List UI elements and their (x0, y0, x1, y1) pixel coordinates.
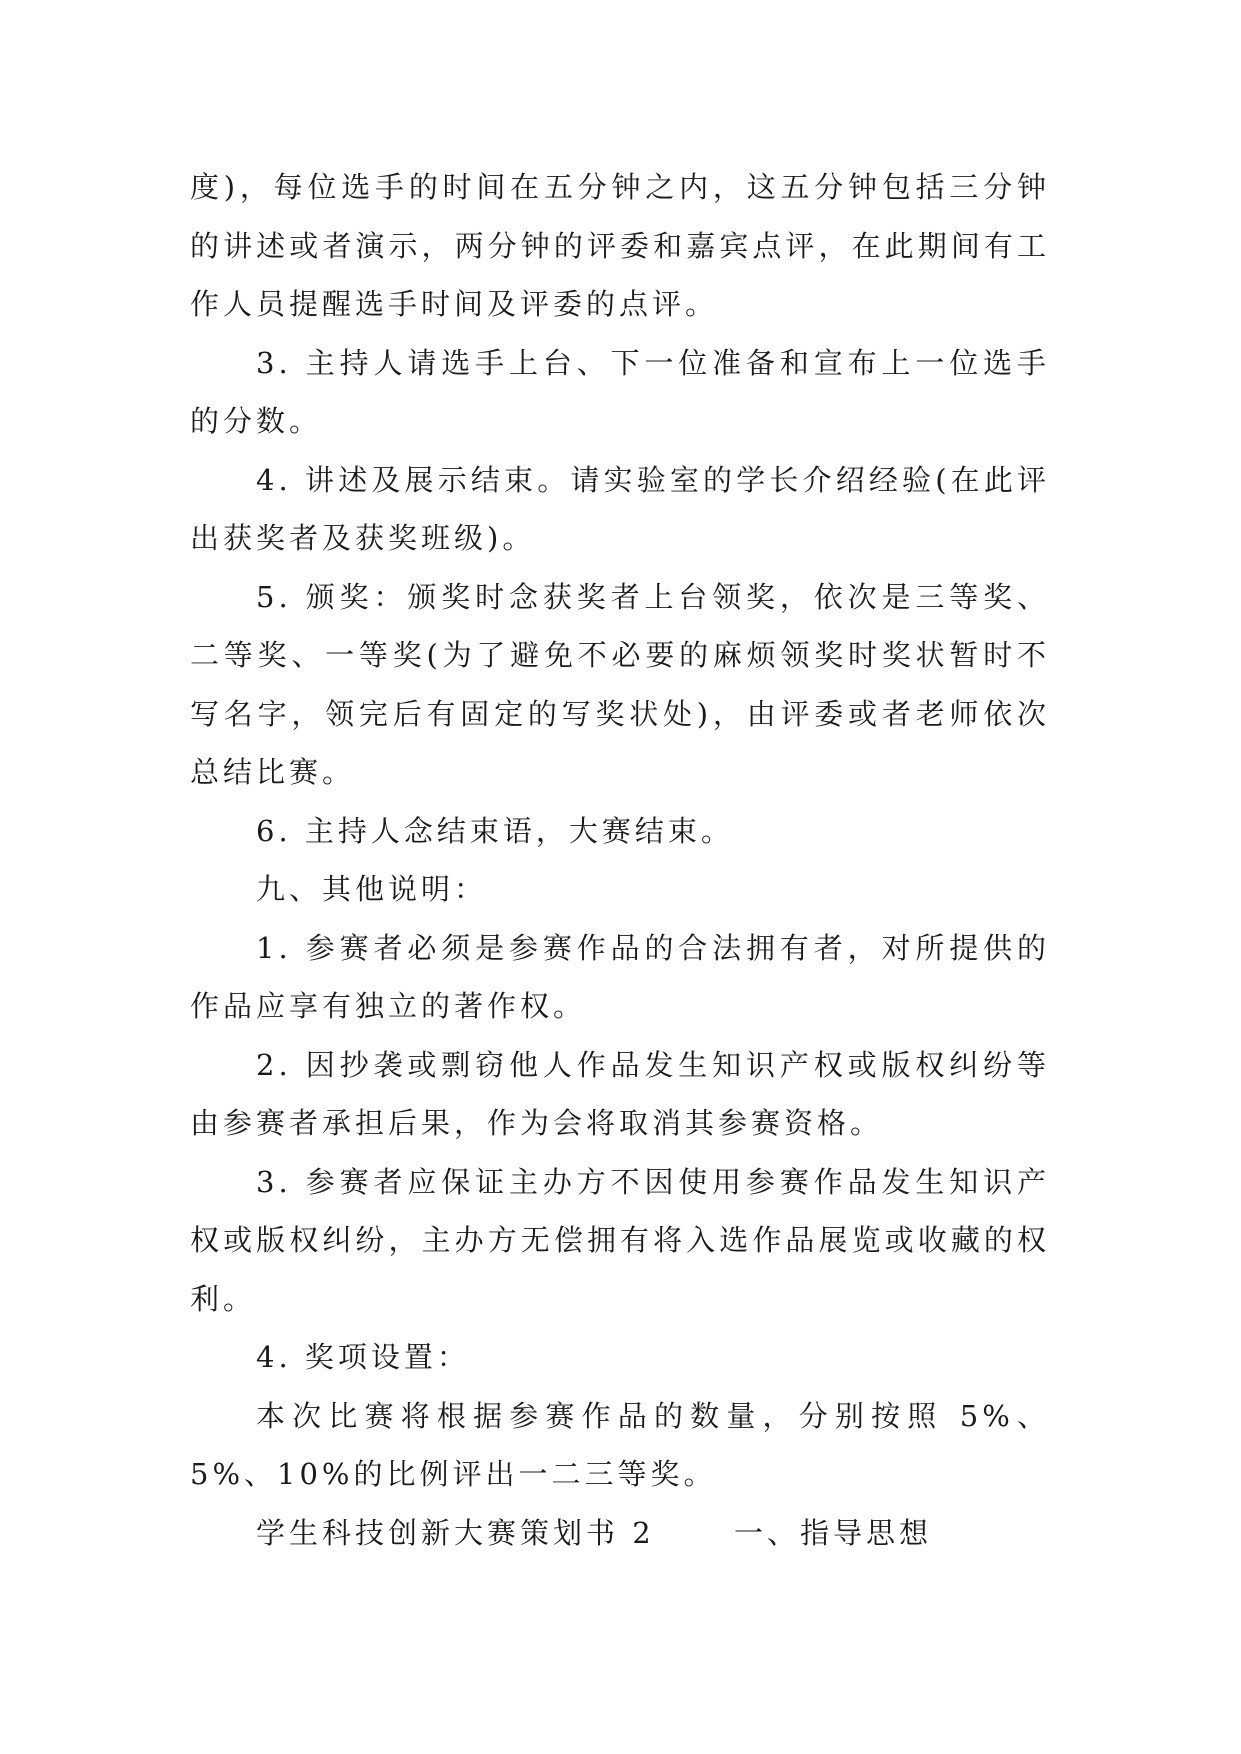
paragraph-continued: 度)，每位选手的时间在五分钟之内，这五分钟包括三分钟的讲述或者演示，两分钟的评委和嘉宾点评，在此期间有工作人员提醒选手时间及评委的点评。 (190, 170, 1050, 321)
paragraph-step-6: 6. 主持人念结束语，大赛结束。 (256, 813, 734, 848)
paragraph-step-3: 3. 主持人请选手上台、下一位准备和宣布上一位选手的分数。 (190, 345, 1050, 438)
section-heading-other-notes: 九、其他说明： (256, 872, 488, 906)
paragraph-note-1: 1. 参赛者必须是参赛作品的合法拥有者，对所提供的作品应享有独立的著作权。 (190, 930, 1050, 1023)
document-body (190, 158, 1050, 1562)
paragraph-note-2: 2. 因抄袭或剽窃他人作品发生知识产权或版权纠纷等由参赛者承担后果，作为会将取消其参赛资格。 (190, 1047, 1050, 1140)
paragraph-step-4: 4. 讲述及展示结束。请实验室的学长介绍经验(在此评出获奖者及获奖班级)。 (190, 462, 1050, 555)
next-document-title: 学生科技创新大赛策划书 2 一、指导思想 (256, 1515, 932, 1550)
paragraph-note-3: 3. 参赛者应保证主办方不因使用参赛作品发生知识产权或版权纠纷，主办方无偿拥有将入选作品展览或收藏的权利。 (190, 1164, 1050, 1316)
paragraph-step-5: 5. 颁奖：颁奖时念获奖者上台领奖，依次是三等奖、二等奖、一等奖(为了避免不必要的麻烦领奖时奖状暂时不写名字，领完后有固定的写奖状处)，由评委或者老师依次总结比赛。 (190, 579, 1050, 789)
paragraph-note-4-awards-heading: 4. 奖项设置： (256, 1340, 470, 1374)
paragraph-awards-description: 本次比赛将根据参赛作品的数量，分别按照 5%、5%、10%的比例评出一二三等奖。 (190, 1398, 1050, 1491)
